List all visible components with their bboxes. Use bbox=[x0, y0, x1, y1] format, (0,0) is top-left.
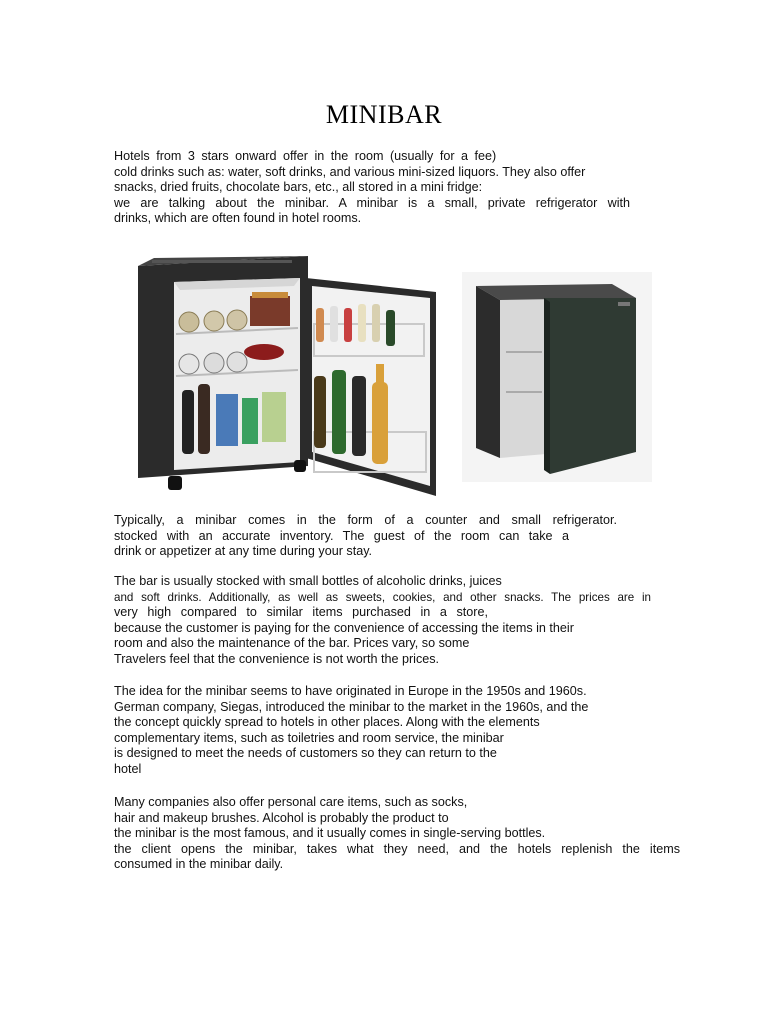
text-line: the minibar is the most famous, and it usually comes in single-serving bottles. bbox=[114, 826, 546, 840]
text-line: drinks, which are often found in hotel rooms. bbox=[114, 211, 362, 225]
text-line: because the customer is paying for the convenience of accessing the items in their bbox=[114, 620, 574, 635]
text-line: hotel bbox=[114, 761, 142, 776]
text-line: very high compared to similar items purchased in a store, bbox=[114, 605, 488, 619]
closed-minibar-image bbox=[462, 272, 652, 482]
text-line: complementary items, such as toiletries and room service, the minibar bbox=[114, 730, 504, 745]
paragraph-stock bbox=[114, 574, 680, 667]
text-line: and soft drinks. Additionally, as well as sweets, cookies, and other snacks. The prices are in bbox=[114, 590, 651, 604]
paragraph-items bbox=[114, 795, 680, 873]
text-line: stocked with an accurate inventory. The guest of the room can take a bbox=[114, 528, 569, 543]
text-line: the concept quickly spread to hotels in other places. Along with the elements bbox=[114, 715, 540, 729]
text-line: drink or appetizer at any time during your stay. bbox=[114, 544, 373, 558]
text-line: is designed to meet the needs of customers so they can return to the bbox=[114, 746, 497, 760]
text-line: room and also the maintenance of the bar. Prices vary, so some bbox=[114, 636, 470, 650]
paragraph-history bbox=[114, 684, 680, 777]
text-line: consumed in the minibar daily. bbox=[114, 857, 284, 871]
paragraph-typical bbox=[114, 513, 680, 560]
open-minibar-image bbox=[134, 252, 440, 498]
text-line: The bar is usually stocked with small bottles of alcoholic drinks, juices bbox=[114, 574, 502, 588]
text-line: hair and makeup brushes. Alcohol is probably the product to bbox=[114, 810, 449, 825]
text-line: Travelers feel that the convenience is not worth the prices. bbox=[114, 651, 440, 666]
text-line: we are talking about the minibar. A minibar is a small, private refrigerator with bbox=[114, 195, 630, 210]
paragraph-intro bbox=[114, 149, 680, 227]
page-title: MINIBAR bbox=[325, 100, 443, 129]
text-line: Hotels from 3 stars onward offer in the room (usually for a fee) bbox=[114, 149, 497, 163]
text-line: The idea for the minibar seems to have originated in Europe in the 1950s and 1960s. bbox=[114, 684, 587, 698]
text-line: Many companies also offer personal care items, such as socks, bbox=[114, 795, 468, 809]
text-line: snacks, dried fruits, chocolate bars, etc., all stored in a mini fridge: bbox=[114, 180, 483, 194]
text-line: the client opens the minibar, takes what they need, and the hotels replenish the items bbox=[114, 841, 680, 856]
text-line: cold drinks such as: water, soft drinks, and various mini-sized liquors. They also offer bbox=[114, 164, 586, 179]
text-line: German company, Siegas, introduced the minibar to the market in the 1960s, and the bbox=[114, 699, 589, 714]
text-line: Typically, a minibar comes in the form of a counter and small refrigerator. bbox=[114, 513, 617, 527]
